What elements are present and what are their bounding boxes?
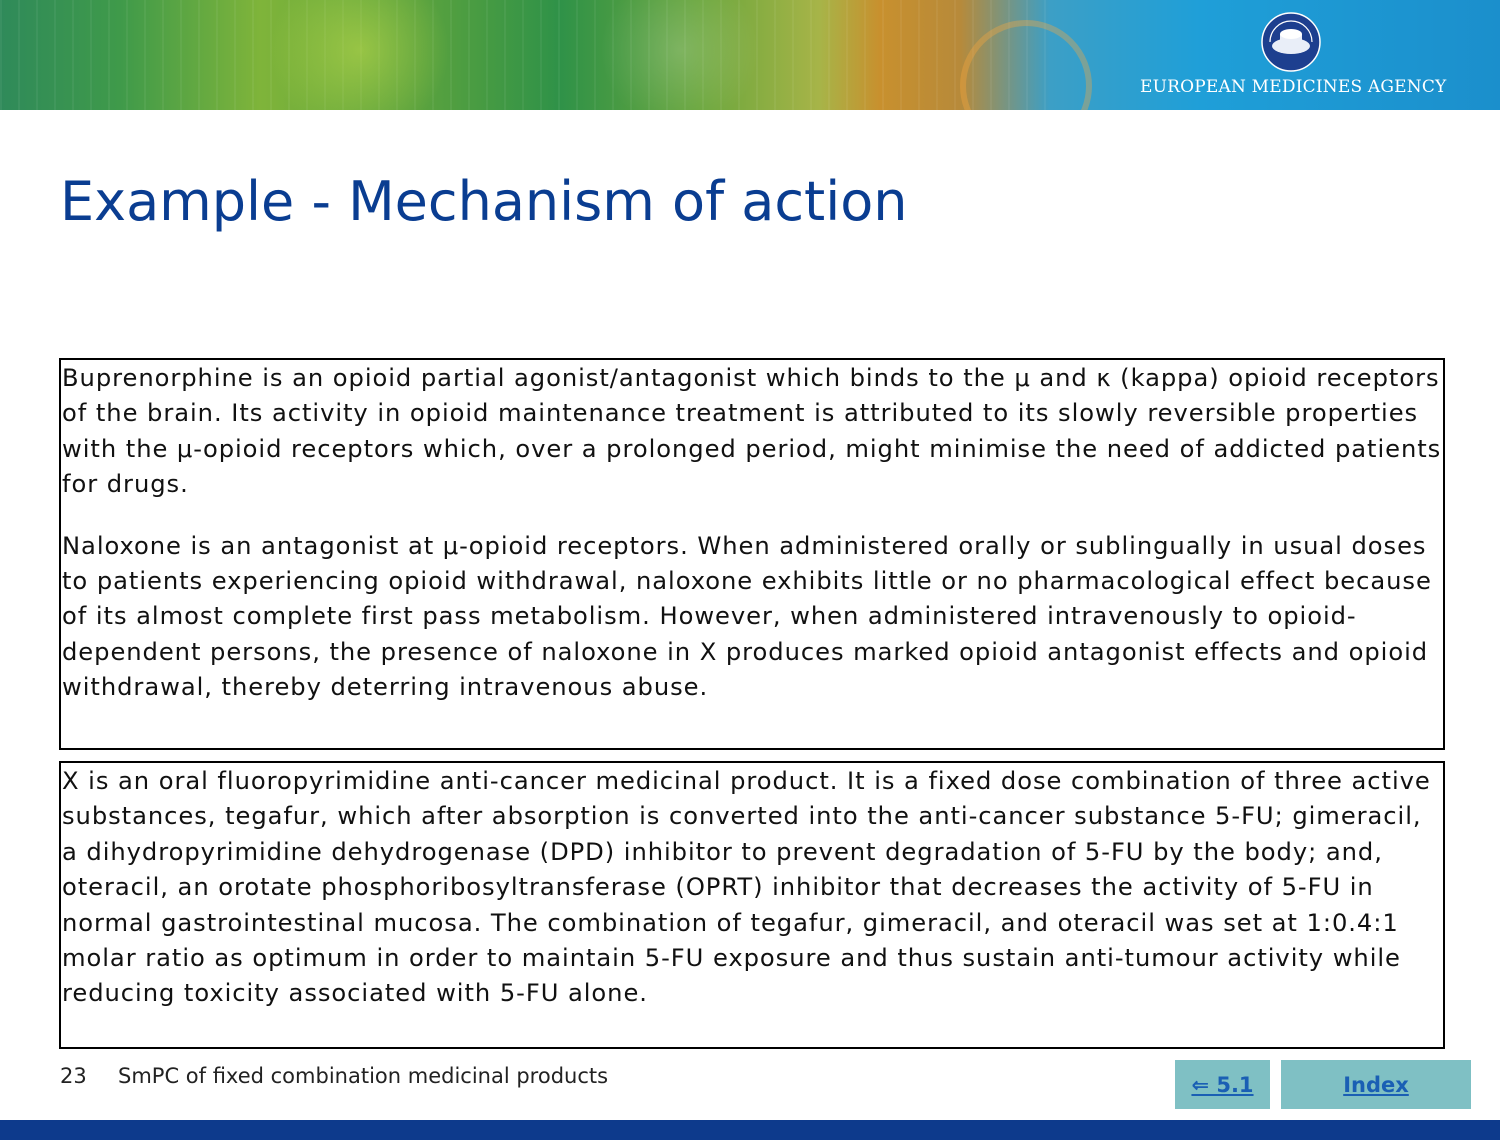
naloxone-paragraph: Naloxone is an antagonist at μ-opioid receptors. When administered orally or sublingually in usual doses to patients experiencing opioid withdrawal, naloxone exhibits little or no pharmacological effect because of its almost complete first pass metabolism. However, when administered intravenously to opioid-dependent persons, the presence of naloxone in X produces marked opioid antagonist effects and opioid withdrawal, thereby deterring intravenous abuse. [62,531,1432,702]
page-number: 23 [60,1064,87,1088]
mechanism-box-fluoropyrimidine [59,761,1445,1049]
header-banner [0,0,1500,110]
back-to-5-1-button[interactable]: ⇐ 5.1 [1175,1060,1270,1109]
ema-logo-icon [1261,12,1321,72]
mechanism-box-buprenorphine-naloxone [59,358,1445,750]
page-title: Example - Mechanism of action [60,170,908,233]
buprenorphine-paragraph: Buprenorphine is an opioid partial agonist/antagonist which binds to the μ and κ (kappa) opioid receptors of the brain. Its activity in opioid maintenance treatment is attributed to its slowly reversible properties with the μ-opioid receptors which, over a prolonged period, might minimise the need of addicted patients for drugs. [62,364,1442,499]
banner-decoration [270,0,450,110]
fluoropyrimidine-paragraph: X is an oral fluoropyrimidine anti-cancer medicinal product. It is a fixed dose combination of three active substances, tegafur, which after absorption is converted into the anti-cancer substance 5-FU; gimeracil, a dihydropyrimidine dehydrogenase (DPD) inhibitor to prevent degradation of 5-FU by the body; and, oteracil, an orotate phosphoribosyltransferase (OPRT) inhibitor that decreases the activity of 5-FU in normal gastrointestinal mucosa. The combination of tegafur, gimeracil, and oteracil was set at 1:0.4:1 molar ratio as optimum in order to maintain 5-FU exposure and thus sustain anti-tumour activity while reducing toxicity associated with 5-FU alone. [62,767,1431,1008]
banner-pattern [0,0,1050,110]
banner-decoration [600,0,760,110]
footer-document-title: SmPC of fixed combination medicinal products [118,1064,609,1088]
bottom-bar [0,1120,1500,1140]
agency-name: EUROPEAN MEDICINES AGENCY [1140,77,1447,97]
index-button[interactable]: Index [1281,1060,1471,1109]
